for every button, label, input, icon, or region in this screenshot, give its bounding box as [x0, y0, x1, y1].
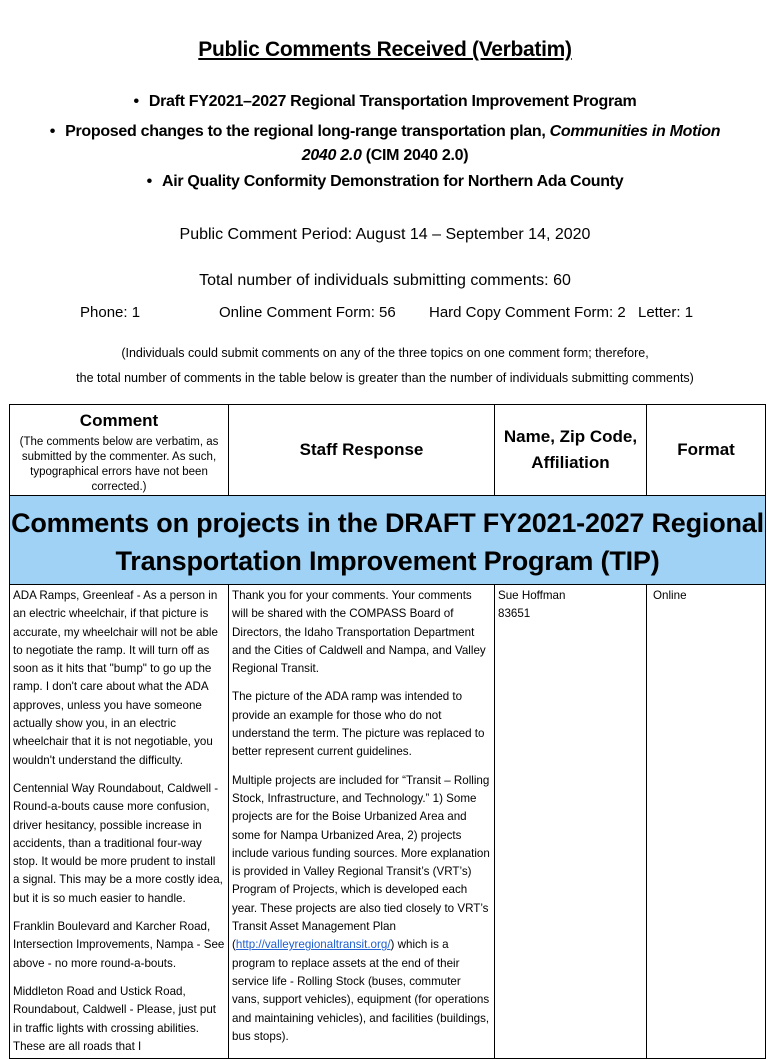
staff-response-header: Staff Response [229, 405, 495, 496]
response-text: The picture of the ADA ramp was intended to provide an example for those who do not understand the term. The picture was replaced to better represent current guidelines. [232, 690, 485, 759]
note-line: (Individuals could submit comments on any of the three topics on one comment form; therefore, [121, 346, 649, 360]
comment-header: Comment (The comments below are verbatim, as submitted by the commenter. As such, typographical errors have not been corrected.) [10, 405, 229, 496]
comment-text: ADA Ramps, Greenleaf - As a person in an electric wheelchair, if that picture is accurate, my wheelchair will not be able to negotiate the ramp. It will turn off as soon as it hits that "bump" to go up the ramp. I don't care about what the ADA approves, unless you have someone actually show you, in an electric wheelchair that it is not negotiable, you wouldn't understand the difficulty. [13, 589, 218, 767]
comment-period: Public Comment Period: August 14 – September 14, 2020 [179, 226, 591, 243]
comments-table [9, 404, 766, 1059]
comment-text: Centennial Way Roundabout, Caldwell - Round-a-bouts cause more confusion, driver hesitancy, possible increase in accidents, than a traditional four-way stop. It would be more prudent to install a signal. This may be a more costly idea, but it is so much easier to handle. [13, 781, 223, 905]
section-banner: Comments on projects in the DRAFT FY2021-2027 Regional Transportation Improvement Program (TIP) [10, 496, 766, 585]
name-cell [495, 585, 647, 1059]
letter-count: Letter: 1 [638, 304, 694, 321]
format-value: Online [653, 589, 687, 602]
response-text: Multiple projects are included for “Transit – Rolling Stock, Infrastructure, and Technology.” 1) Some projects are for the Boise Urbanized Area and some for Nampa Urbanized Area, 2) projects include various funding sources. More explanation is provided in Valley Regional Transit’s (VRT’s) Program of Projects, which is developed each year. These projects are also tied closely to VRT’s Transit Asset Management Plan (http://valleyregionaltransit.org/) which is a program to replace assets at the end of their service life - Rolling Stock (buses, commuter vans, support vehicles), equipment (for operations and maintaining vehicles), and facilities (buildings, bus stops). [232, 773, 490, 1043]
hard-copy-count: Hard Copy Comment Form: 2 [429, 304, 626, 321]
commenter-name: Sue Hoffman [498, 589, 566, 602]
topic-item: • Air Quality Conformity Demonstration for Northern Ada County [146, 173, 624, 190]
comment-text: Franklin Boulevard and Karcher Road, Intersection Improvements, Nampa - See above - no more round-a-bouts. [13, 920, 225, 970]
online-count: Online Comment Form: 56 [219, 304, 396, 321]
response-text: Thank you for your comments. Your comments will be shared with the COMPASS Board of Directors, the Idaho Transportation Department and the Cities of Caldwell and Nampa, and Valley Regional Transit. [232, 589, 486, 676]
topic-item: • Draft FY2021–2027 Regional Transportation Improvement Program [133, 93, 637, 110]
vrt-link[interactable]: http://valleyregionaltransit.org/ [235, 938, 391, 952]
name-header: Name, Zip Code, Affiliation [495, 405, 647, 496]
table-row [10, 585, 766, 1059]
total-count: Total number of individuals submitting comments: 60 [199, 272, 571, 289]
comment-cell [10, 585, 229, 1059]
format-header: Format [647, 405, 766, 496]
commenter-zip: 83651 [498, 607, 531, 621]
format-cell [647, 585, 766, 1059]
topic-item: • Proposed changes to the regional long-range transportation plan, Communities in Motion 2040 2.0 (CIM 2040 2.0) [49, 123, 721, 164]
comment-text: Middleton Road and Ustick Road, Roundabout, Caldwell - Please, just put in traffic lights with crossing abilities. These are all roads that I [13, 984, 217, 1053]
topic-list [0, 88, 770, 196]
page-title: Public Comments Received (Verbatim) [198, 38, 572, 61]
phone-count: Phone: 1 [80, 304, 141, 321]
note-line: the total number of comments in the table below is greater than the number of individuals submitting comments) [76, 371, 694, 385]
staff-response-cell [229, 585, 495, 1059]
